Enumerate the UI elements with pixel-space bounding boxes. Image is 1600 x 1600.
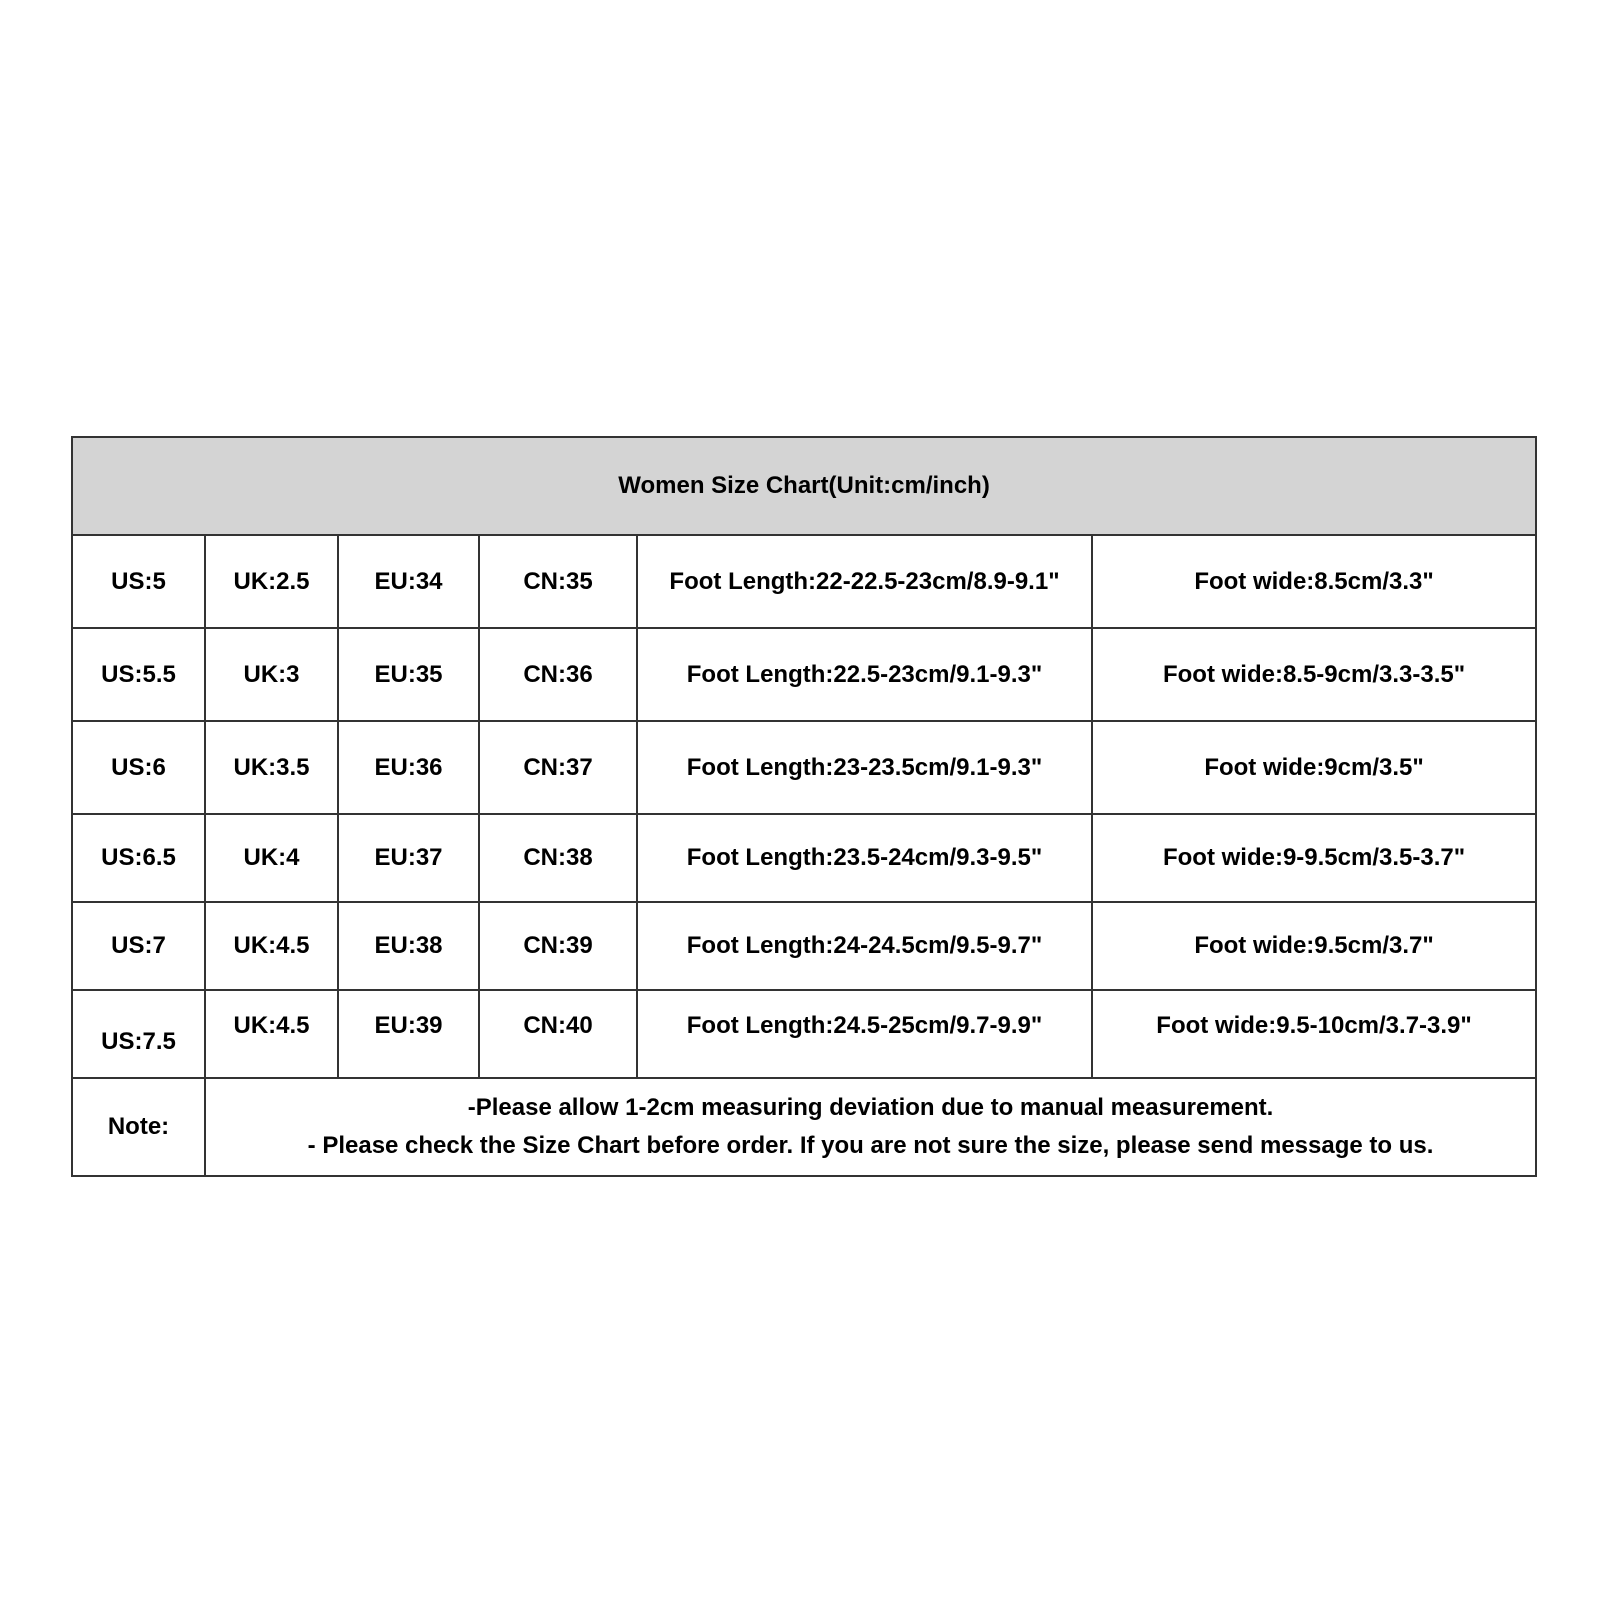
- cn-size-cell: CN:36: [479, 628, 637, 721]
- cn-size-cell: CN:38: [479, 814, 637, 902]
- table-row: [72, 721, 1536, 814]
- cn-size-cell: CN:39: [479, 902, 637, 990]
- eu-size-cell: EU:36: [338, 721, 479, 814]
- cn-size-cell: CN:35: [479, 535, 637, 628]
- note-text: [205, 1078, 1536, 1176]
- cn-size-text: CN:40: [523, 1012, 593, 1039]
- cn-size-cell: [479, 990, 637, 1078]
- uk-size-cell: UK:3.5: [205, 721, 338, 814]
- uk-size-cell: UK:3: [205, 628, 338, 721]
- note-label: Note:: [72, 1078, 205, 1176]
- title-row: [72, 437, 1536, 535]
- eu-size-cell: EU:34: [338, 535, 479, 628]
- size-chart-table: [71, 436, 1537, 1177]
- us-size-cell: US:5: [72, 535, 205, 628]
- foot-length-text: Foot Length:24.5-25cm/9.7-9.9": [686, 1012, 1043, 1039]
- uk-size-text: UK:4.5: [233, 1012, 310, 1039]
- table-row: [72, 902, 1536, 990]
- uk-size-cell: UK:4.5: [205, 902, 338, 990]
- foot-length-cell: [637, 990, 1092, 1078]
- uk-size-cell: UK:2.5: [205, 535, 338, 628]
- us-size-cell: US:6.5: [72, 814, 205, 902]
- foot-length-cell: Foot Length:23.5-24cm/9.3-9.5": [637, 814, 1092, 902]
- cn-size-cell: CN:37: [479, 721, 637, 814]
- table-row: [72, 990, 1536, 1078]
- note-line-2: - Please check the Size Chart before order. If you are not sure the size, please send message to us.: [307, 1132, 1434, 1159]
- foot-length-cell: Foot Length:22-22.5-23cm/8.9-9.1": [637, 535, 1092, 628]
- eu-size-cell: EU:35: [338, 628, 479, 721]
- foot-wide-cell: Foot wide:8.5-9cm/3.3-3.5": [1092, 628, 1536, 721]
- table-row: [72, 814, 1536, 902]
- foot-wide-cell: Foot wide:8.5cm/3.3": [1092, 535, 1536, 628]
- table-row: [72, 535, 1536, 628]
- foot-wide-cell: Foot wide:9-9.5cm/3.5-3.7": [1092, 814, 1536, 902]
- eu-size-cell: EU:38: [338, 902, 479, 990]
- foot-length-cell: Foot Length:22.5-23cm/9.1-9.3": [637, 628, 1092, 721]
- uk-size-cell: UK:4: [205, 814, 338, 902]
- us-size-cell: US:5.5: [72, 628, 205, 721]
- foot-length-cell: Foot Length:23-23.5cm/9.1-9.3": [637, 721, 1092, 814]
- us-size-cell: US:7: [72, 902, 205, 990]
- note-line-1: -Please allow 1-2cm measuring deviation due to manual measurement.: [467, 1094, 1274, 1121]
- eu-size-cell: [338, 990, 479, 1078]
- eu-size-text: EU:39: [374, 1012, 443, 1039]
- chart-title: Women Size Chart(Unit:cm/inch): [72, 437, 1536, 535]
- uk-size-cell: [205, 990, 338, 1078]
- foot-wide-cell: [1092, 990, 1536, 1078]
- table-row: [72, 628, 1536, 721]
- us-size-text: US:7.5: [101, 1028, 176, 1055]
- foot-wide-cell: Foot wide:9.5cm/3.7": [1092, 902, 1536, 990]
- foot-wide-text: Foot wide:9.5-10cm/3.7-3.9": [1156, 1012, 1472, 1039]
- us-size-cell: US:6: [72, 721, 205, 814]
- foot-length-cell: Foot Length:24-24.5cm/9.5-9.7": [637, 902, 1092, 990]
- note-row: [72, 1078, 1536, 1176]
- foot-wide-cell: Foot wide:9cm/3.5": [1092, 721, 1536, 814]
- eu-size-cell: EU:37: [338, 814, 479, 902]
- us-size-cell: [72, 990, 205, 1078]
